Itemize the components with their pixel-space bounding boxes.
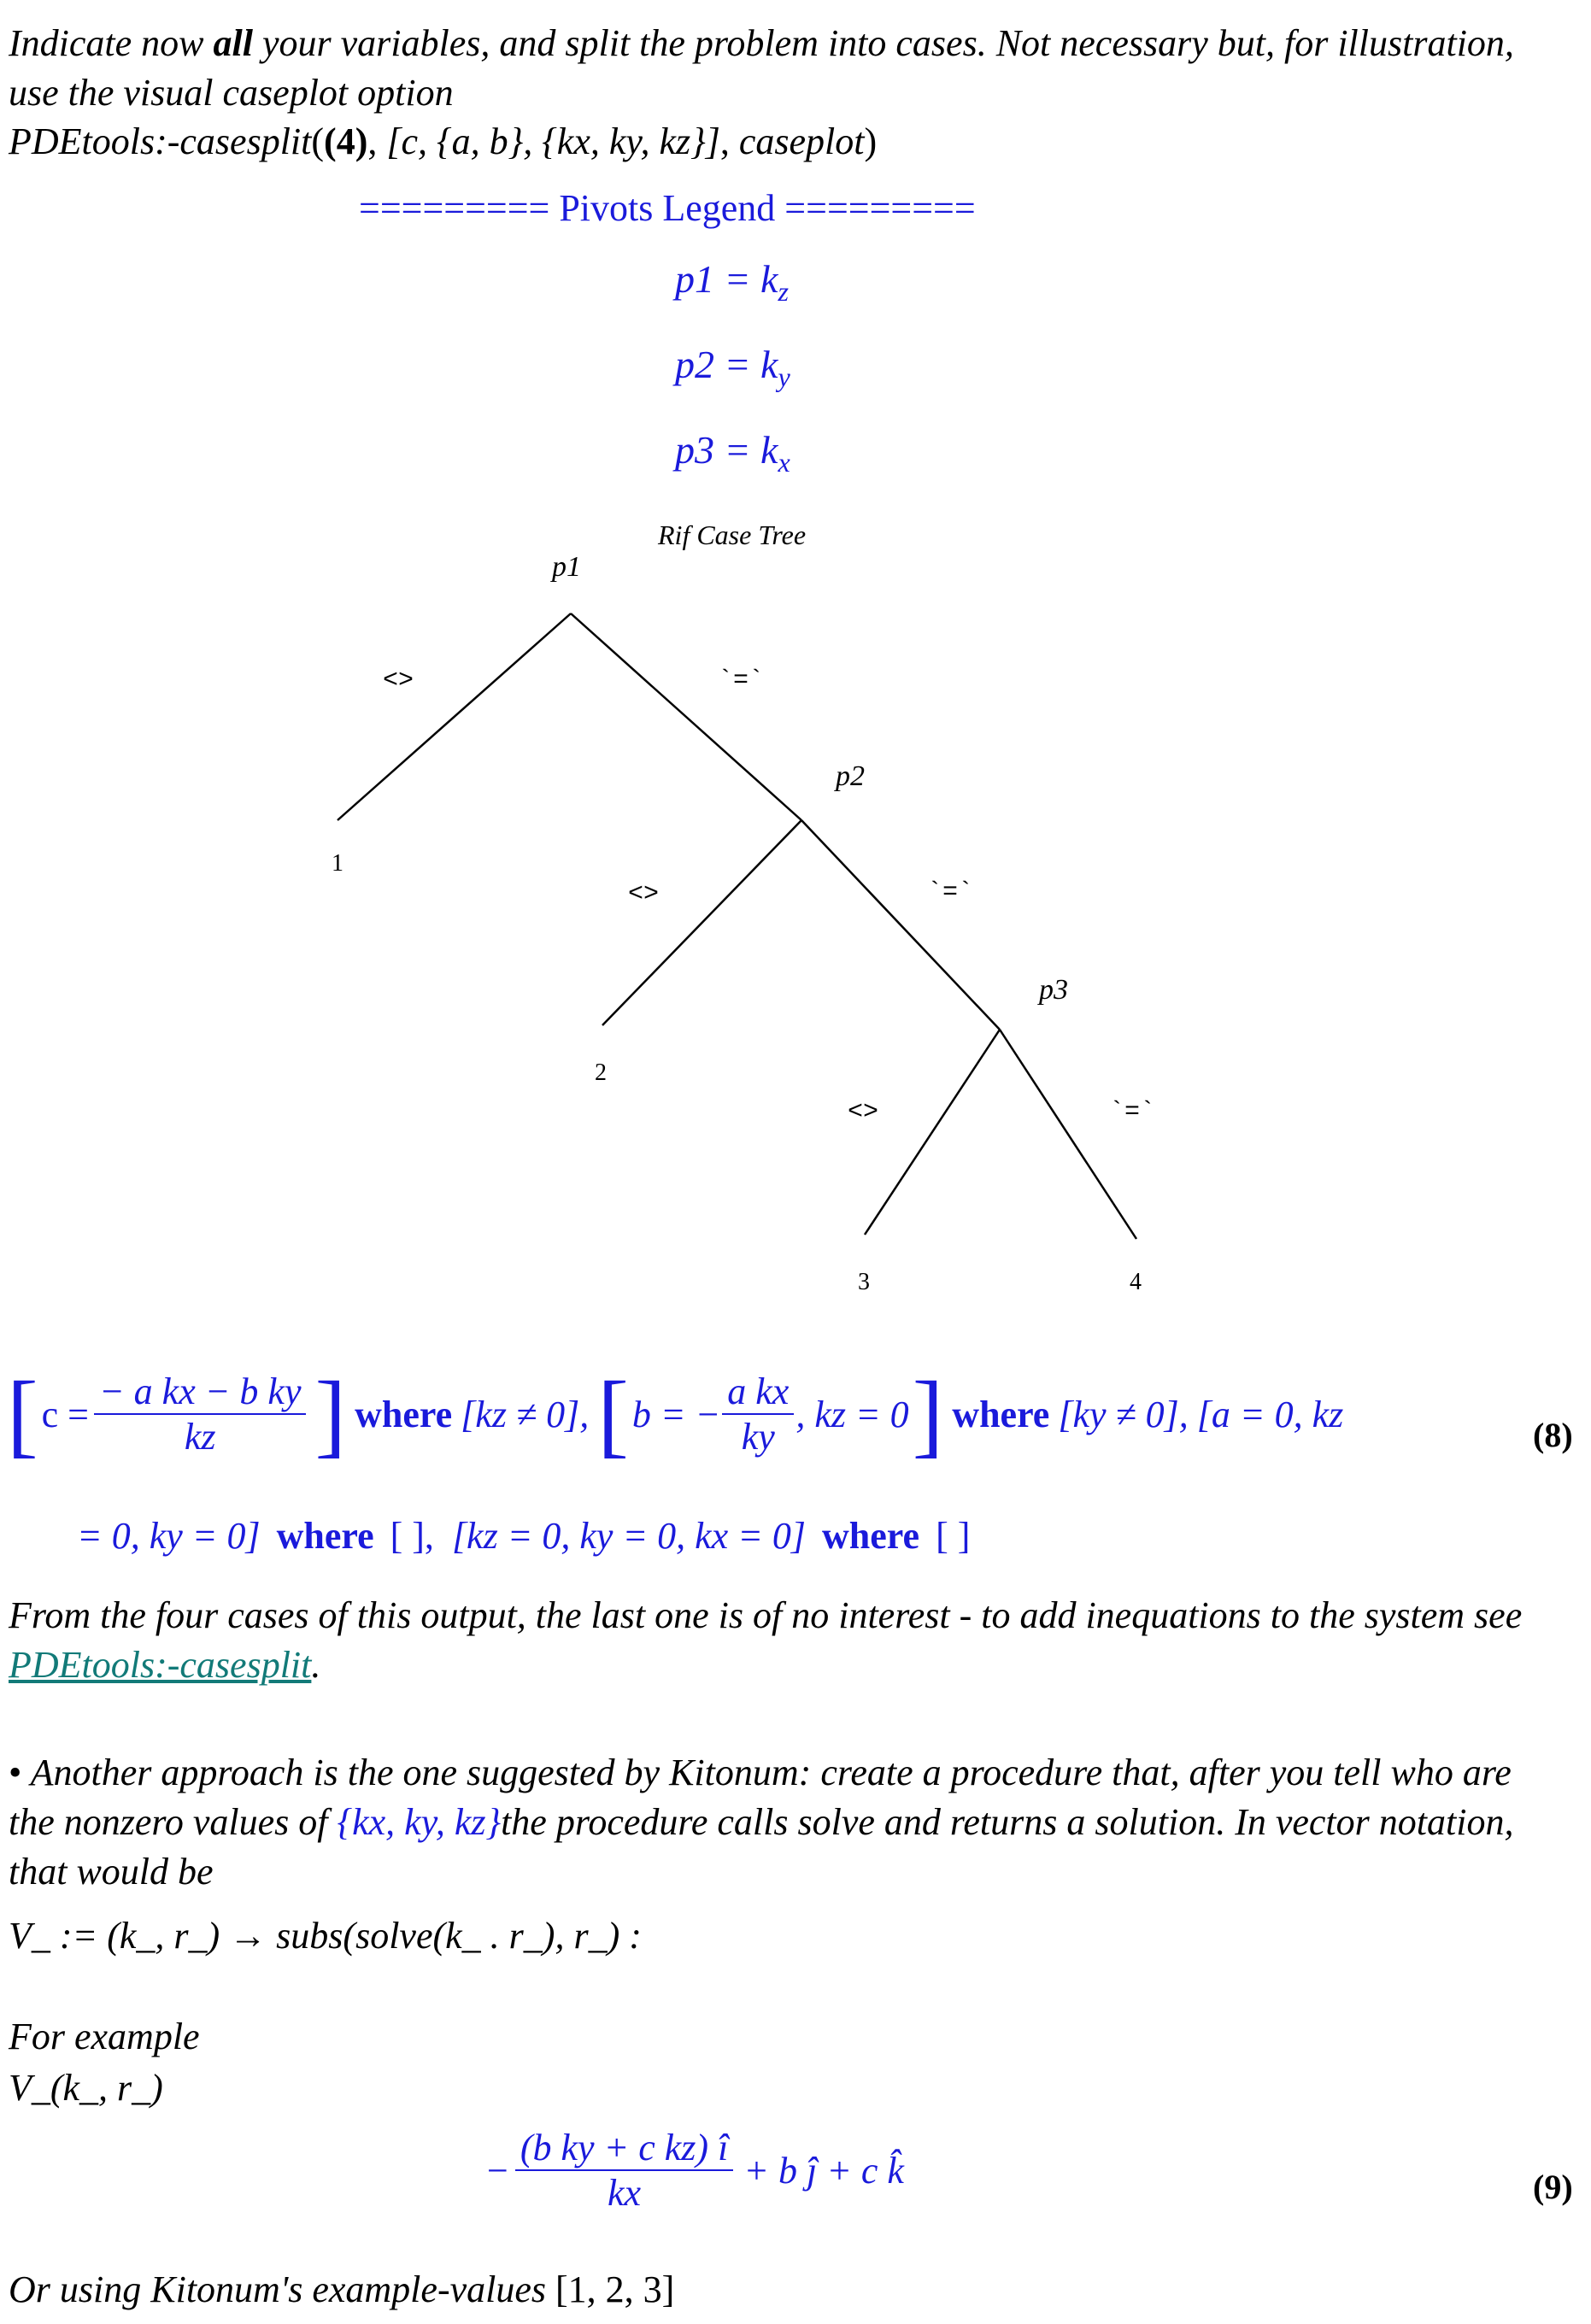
nonzero-set: {kx, ky, kz} [337,1801,502,1843]
command-func: PDEtools:-casesplit [9,120,312,162]
tree-leaf-1: 1 [332,850,343,877]
case1-condition: [kz ≠ 0], [461,1393,590,1435]
procedure-definition[interactable]: V_ := (k_, r_) → subs(solve(k_ . r_), r_) : [9,1915,642,1957]
intro-paragraph: Indicate now all your variables, and split the problem into cases. Not necessary but, for illustration, use the visual caseplot option [9,22,1514,114]
edge-label-eq-1: `=` [718,666,765,695]
pivot-p2: $p2 = k_y$ [675,343,790,393]
casesplit-help-link[interactable]: PDEtools:-casesplit [9,1644,312,1686]
case3-end: = 0, ky = 0] [77,1515,261,1557]
edge-label-ne-2: <> [628,880,660,909]
case4: [kz = 0, ky = 0, kx = 0] [451,1515,807,1557]
bullet: • [9,1752,22,1793]
intro-bold: all [213,22,253,64]
paragraph-four-cases: From the four cases of this output, the last one is of no interest - to add inequations to the system see PDEtools:-casesplit. [9,1594,1523,1686]
case2-rest: , kz = 0 [796,1393,909,1435]
tree-node-p2: p2 [836,760,865,792]
tree-edge-p2-p3 [801,820,1000,1030]
case1-fraction: $\frac{\text{− a kx − b ky}}{kz}$ [94,1370,307,1458]
case2-fraction: $\frac{\text{a kx}}{ky}$ [722,1370,794,1458]
case2-lhs: b = − [631,1393,721,1435]
eq9-rest: + b ĵ + c k̂ [743,2149,904,2192]
tree-edge-p1-leaf1 [338,613,571,820]
edge-label-eq-2: `=` [927,878,974,907]
eq9-minus: − [487,2149,508,2192]
equation-8-line-1: [ c = $\frac{\text{− a kx − b ky}}{kz}$ ] where [kz ≠ 0], [ b = − $\frac{\text{a kx}}{ky}$ , kz = 0 ] where [ky ≠ 0], [a = 0, kz [7,1362,1344,1466]
case1-lhs: c = [41,1393,89,1435]
case3-start: [a = 0, kz [1196,1393,1344,1435]
pivot-p1: $p1 = k_z$ [675,257,789,308]
edge-label-eq-3: `=` [1109,1098,1156,1127]
where-2: where [952,1393,1050,1435]
eq9-fraction: $\frac{\text{(b ky + c kz) î}}{kx}$ [515,2126,733,2215]
where-1: where [355,1393,453,1435]
casesplit-command[interactable]: PDEtools:-casesplit((4), [c, {a, b}, {kx, ky, kz}], caseplot) [9,120,878,162]
case3-condition: [ ], [390,1515,434,1557]
tree-edge-p1-p2 [571,613,801,820]
equation-8-number: (8) [1533,1416,1573,1454]
pivots-legend-title: ========= Pivots Legend ========= [359,187,976,229]
tree-node-p3: p3 [1039,974,1068,1006]
last-line: Or using Kitonum's example-values [1, 2, 3] [9,2268,675,2310]
tree-node-p1: p1 [552,551,581,583]
tree-leaf-3: 3 [858,1269,870,1295]
case4-condition: [ ] [936,1515,971,1557]
where-3: where [276,1515,374,1557]
pivot-p3: $p3 = k_x$ [675,428,790,478]
where-4: where [822,1515,920,1557]
tree-title: Rif Case Tree [658,519,807,550]
edge-label-ne-3: <> [848,1098,879,1127]
tree-leaf-2: 2 [595,1059,607,1086]
equation-9-number: (9) [1533,2168,1573,2206]
equation-8-line-2 [77,1514,970,1558]
tree-edge-p2-leaf2 [602,820,801,1025]
example-label: For example [9,2016,200,2057]
tree-leaf-4: 4 [1130,1269,1142,1295]
example-call[interactable]: V_(k_, r_) [9,2067,163,2109]
example-values: [1, 2, 3] [555,2268,675,2310]
equation-9 [487,2126,904,2215]
tree-edge-p3-leaf3 [865,1030,1000,1235]
edge-label-ne-1: <> [383,666,414,695]
paragraph-kitonum-approach: • Another approach is the one suggested by Kitonum: create a procedure that, after you tell who are the nonzero values of {kx, ky, kz}the procedure calls solve and returns a solution. In vector notation, that would be [9,1752,1514,1893]
tree-edge-p3-leaf4 [1000,1030,1136,1239]
command-vars: [c, {a, b}, {kx, ky, kz}] [386,120,720,162]
case2-condition: [ky ≠ 0], [1058,1393,1189,1435]
